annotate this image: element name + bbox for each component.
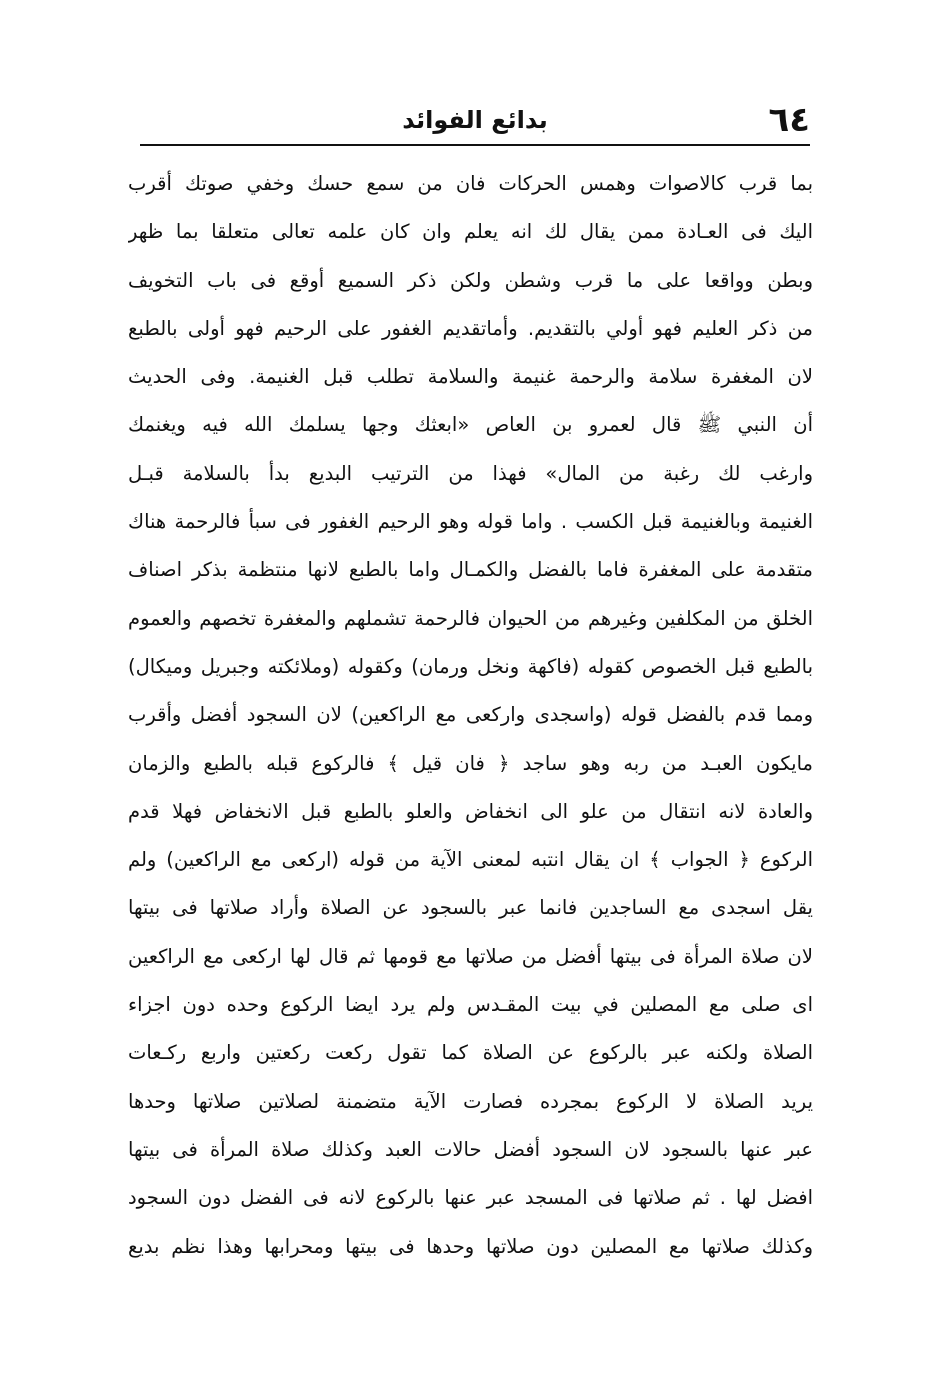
text-line: اليك فى العـادة ممن يقال لك انه يعلم وان كان علمه تعالى متعلقا بما ظهر <box>128 220 813 244</box>
text-line: بما قرب كالاصوات وهمس الحركات فان من سمع حسك وخفي صوتك أقرب <box>128 172 813 195</box>
text-line: افضل لها . ثم صلاتها فى المسجد عبر عنها بالركوع لانه فى الفضل دون السجود <box>128 1186 813 1210</box>
text-line: مايكون العبـد من ربه وهو ساجد ﴿ فان قيل ﴾ فالركوع قبله بالطبع والزمان <box>128 751 813 775</box>
page-header <box>140 98 810 142</box>
text-line: والعادة لانه انتقال من علو الى انخفاض والعلو بالطبع قبل الانخفاض فهلا قدم <box>128 799 813 823</box>
text-line: عبر عنها بالسجود لان السجود أفضل حالات العبد وكذلك صلاة المرأة فى بيتها <box>128 1137 813 1161</box>
text-line: لان صلاة المرأة فى بيتها أفضل من صلاتها مع قومها ثم قال لها اركعى مع الراكعين <box>128 944 813 968</box>
text-line: يقل اسجدى مع الساجدين فانما عبر بالسجود عن الصلاة وأراد صلاتها فى بيتها <box>128 896 813 920</box>
text-line: وارغب لك رغبة من المال» فهذا من الترتيب البديع بدأ بالسلامة قبـل <box>128 461 813 485</box>
text-line: الغنيمة وبالغنيمة قبل الكسب . واما قوله وهو الرحيم الغفور فى سبأ فالرحمة هناك <box>128 510 813 534</box>
text-line: الخلق من المكلفين وغيرهم من الحيوان فالرحمة تشملهم والمغفرة تخصهم والعموم <box>128 606 813 630</box>
header-divider <box>140 144 810 146</box>
text-line: وكذلك صلاتها مع المصلين دون صلاتها وحدها فى بيتها ومحرابها وهذا نظم بديع <box>128 1234 813 1258</box>
text-line: متقدمة على المغفرة فاما بالفضل والكمـال واما بالطبع لانها منتظمة بذكر اصناف <box>128 558 813 582</box>
text-line: ومما قدم بالفضل قوله (واسجدى واركعى مع الراكعين) لان السجود أفضل وأقرب <box>128 703 813 727</box>
text-line: يريد الصلاة لا الركوع بمجرده فصارت الآية متضمنة لصلاتين صلاتها وحدها <box>128 1089 813 1113</box>
text-line: من ذكر العليم فهو أولي بالتقديم. وأماتقديم الغفور على الرحيم فهو أولى بالطبع <box>128 316 813 340</box>
text-line: لان المغفرة سلامة والرحمة غنيمة والسلامة تطلب قبل الغنيمة. وفى الحديث <box>128 365 813 389</box>
text-line: الصلاة ولكنه عبر بالركوع عن الصلاة كما تقول ركعت ركعتين واربع ركـعات <box>128 1041 813 1065</box>
text-line: وبطن وواقعا على ما قرب وشطن ولكن ذكر السميع أوقع فى باب التخويف <box>128 268 813 292</box>
body-text <box>128 160 813 1271</box>
page-number: ٦٤ <box>768 100 810 140</box>
running-title: بدائع الفوائد <box>402 106 548 134</box>
text-line: بالطبع قبل الخصوص كقوله (فاكهة ونخل ورمان) وكقوله (وملائكته وجبريل وميكال) <box>128 654 813 678</box>
text-line: أن النبي ﷺ قال لعمرو بن العاص «ابعثك وجها يسلمك الله فيه ويغنمك <box>128 413 813 437</box>
text-line: اى صلى مع المصلين في بيت المقـدس ولم يرد ايضا الركوع وحده دون اجزاء <box>128 993 813 1017</box>
text-line: الركوع ﴿ الجواب ﴾ ان يقال انتبه لمعنى الآية من قوله (اركعى مع الراكعين) ولم <box>128 848 813 872</box>
